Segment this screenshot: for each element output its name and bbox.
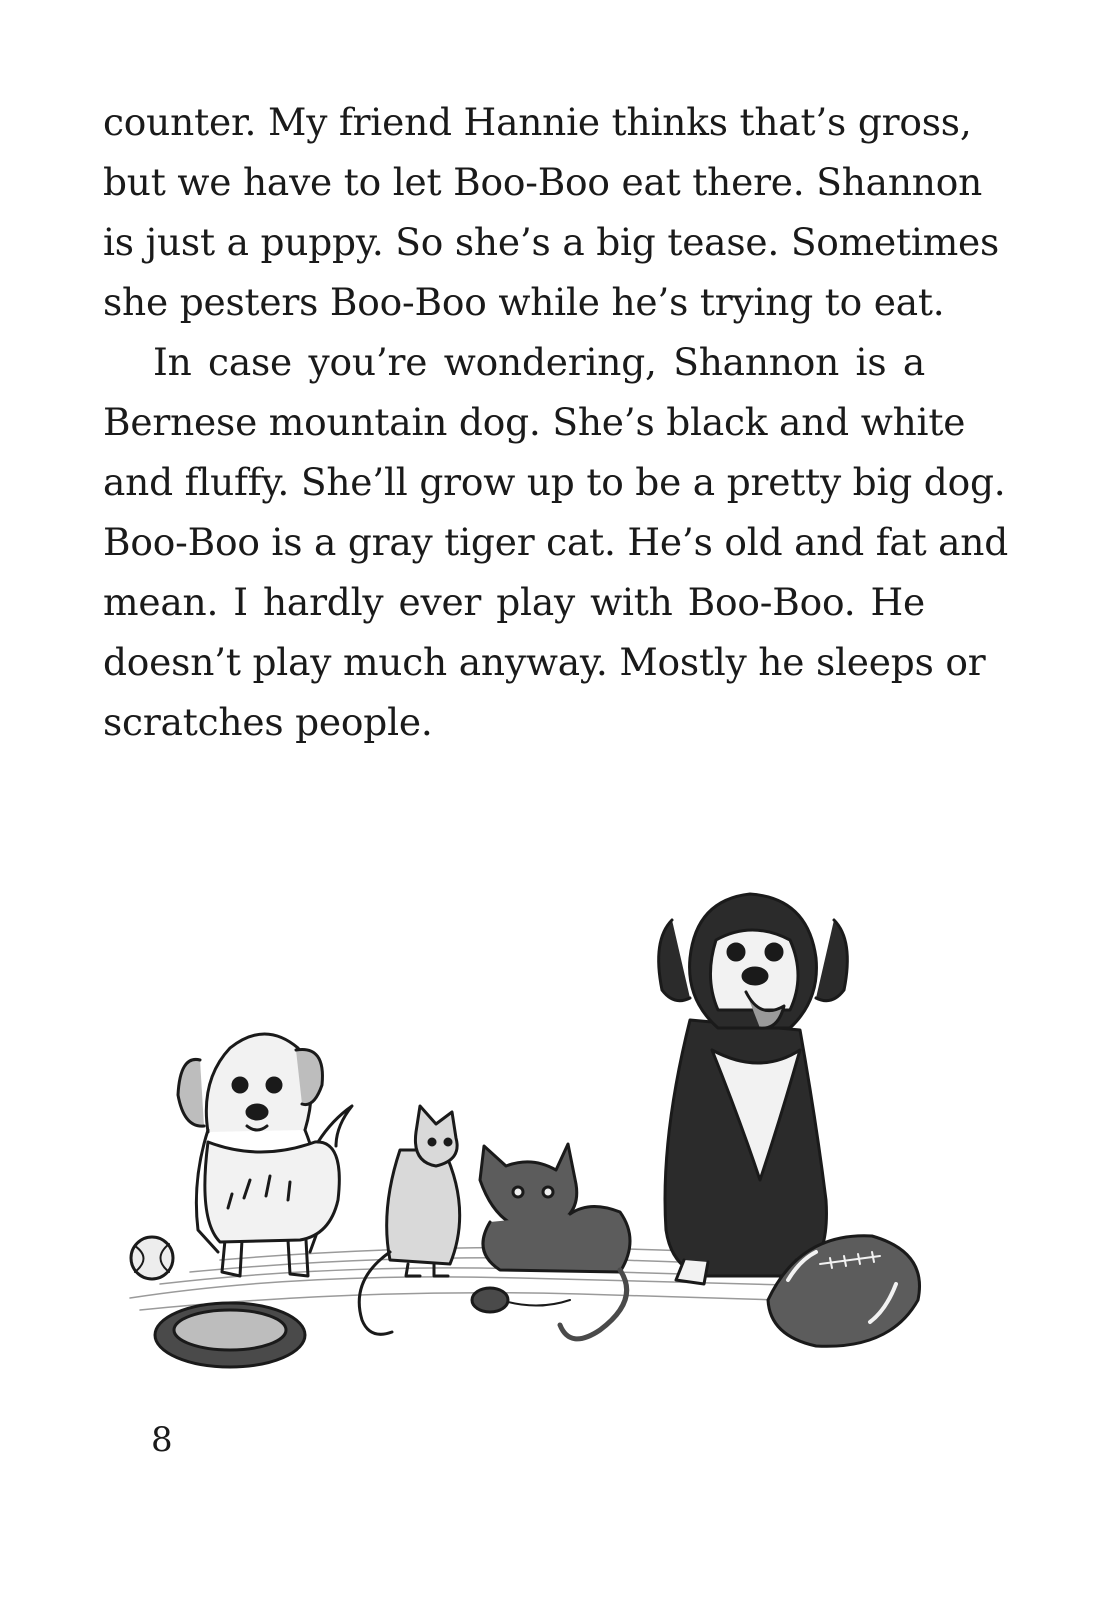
text-line: she pesters Boo-Boo while he’s trying to eat.: [103, 280, 945, 324]
text-line: doesn’t play much anyway. Mostly he sleeps or: [103, 640, 986, 684]
text-line: Boo-Boo is a gray tiger cat. He’s old and fat and: [103, 520, 1009, 564]
text-line: Bernese mountain dog. She’s black and white: [103, 400, 966, 444]
body-text: [103, 92, 1009, 752]
text-line: counter. My friend Hannie thinks that’s gross,: [103, 100, 972, 144]
text-line: and fluffy. She’ll grow up to be a pretty big dog.: [103, 460, 1006, 504]
pets-illustration: [100, 880, 930, 1370]
text-line: is just a puppy. So she’s a big tease. Sometimes: [103, 220, 1000, 264]
light-cat-icon: [359, 1106, 459, 1334]
text-line: In case you’re wondering, Shannon is a: [153, 340, 925, 384]
toy-mouse-icon: [472, 1288, 570, 1312]
paragraph-2: [103, 332, 1009, 752]
paragraph-1: [103, 92, 1000, 332]
page-number: 8: [151, 1420, 173, 1460]
text-line: but we have to let Boo-Boo eat there. Shannon: [103, 160, 983, 204]
tennis-ball-icon: [131, 1237, 173, 1279]
small-dog-icon: [178, 1034, 352, 1276]
text-line: mean. I hardly ever play with Boo-Boo. He: [103, 580, 925, 624]
bernese-dog-icon: [659, 894, 848, 1284]
text-line: scratches people.: [103, 700, 433, 744]
frisbee-icon: [155, 1303, 305, 1367]
